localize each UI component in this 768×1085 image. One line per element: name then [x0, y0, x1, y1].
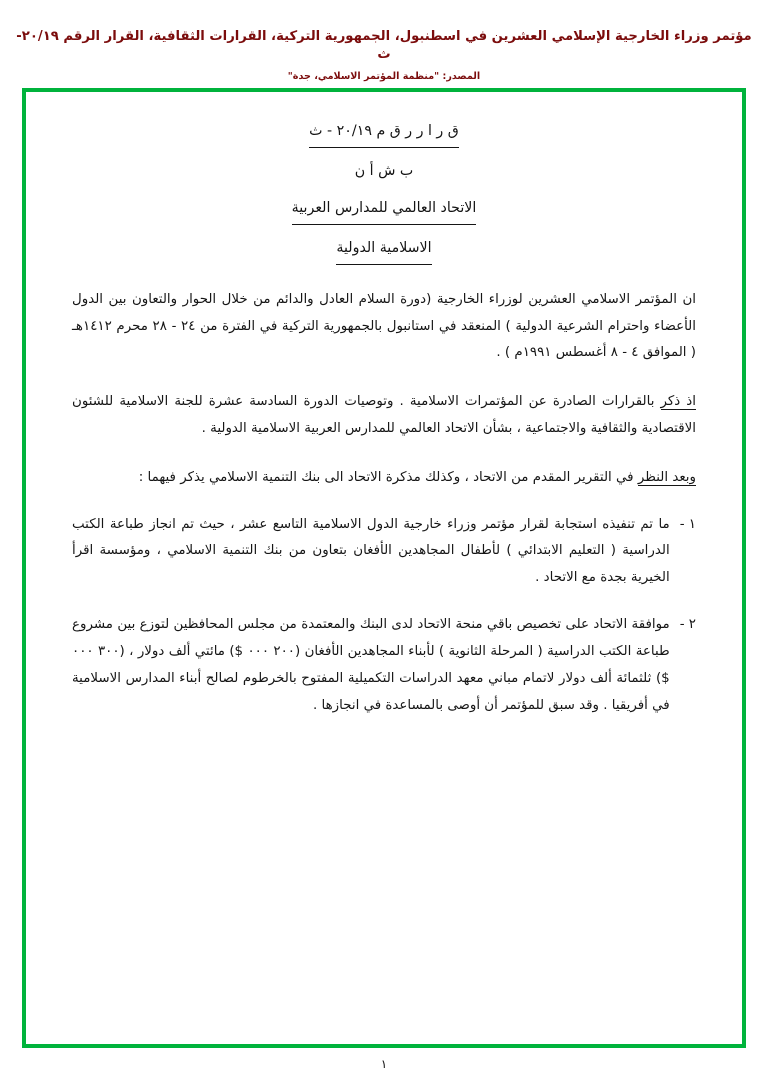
resolution-number: ق ر ا ر ر ق م ٢٠/١٩ - ث	[72, 118, 696, 148]
list-item-number: ١ -	[679, 516, 696, 532]
preamble-paragraph: ان المؤتمر الاسلامي العشرين لوزراء الخارجية (دورة السلام العادل والدائم من خلال الحوار والتعاون بين الدول الأعضاء واحترام الشرعية الدولية ) المنعقد في استانبول بالجمهورية التركية في الفترة من ٢٤ - ٢٨ محرم ١٤١٢هـ ( الموافق ٤ - ٨ أغسطس ١٩٩١م ) .	[72, 291, 696, 361]
list-item	[72, 512, 696, 592]
list-item	[72, 612, 696, 719]
list-item-number: ٢ -	[679, 617, 696, 633]
header-title: مؤتمر وزراء الخارجية الإسلامي العشرين في اسطنبول، الجمهورية التركية، القرارات الثقافية، القرار الرقم ٢٠/١٩-ث	[16, 29, 752, 62]
page-number: ١	[380, 1057, 388, 1071]
page-header	[0, 0, 768, 82]
about-label: ب ش أ ن	[354, 162, 414, 179]
recital-text: بالقرارات الصادرة عن المؤتمرات الاسلامية . وتوصيات الدورة السادسة عشرة للجنة الاسلامية للشئون الاقتصادية والثقافية والاجتماعية ، بشأن الاتحاد العالمي للمدارس العربية الاسلامية الدولية .	[72, 394, 696, 436]
recital-keyword: اذ ذكر	[660, 394, 696, 410]
consideration-paragraph	[72, 465, 696, 492]
subject-line-1: الاتحاد العالمي للمدارس العربية	[72, 195, 696, 225]
title-block	[72, 118, 696, 265]
document-body	[26, 92, 742, 1044]
consideration-text: في التقرير المقدم من الاتحاد ، وكذلك مذكرة الاتحاد الى بنك التنمية الاسلامي يذكر فيهما :	[138, 469, 634, 485]
document-frame	[22, 88, 746, 1048]
recital-paragraph	[72, 389, 696, 443]
consideration-keyword: وبعد النظر	[637, 469, 696, 485]
list-item-text: ما تم تنفيذه استجابة لقرار مؤتمر وزراء خارجية الدول الاسلامية التاسع عشر ، حيث تم انجاز طباعة الكتب الدراسية ( التعليم الابتدائي ) لأطفال المجاهدين الأفغان بتعاون من بنك التنمية الاسلامي ، ومؤسسة اقرأ الخيرية بجدة مع الاتحاد .	[72, 516, 670, 586]
list-item-text: موافقة الاتحاد على تخصيص باقي منحة الاتحاد لدى البنك والمعتمدة من مجلس المحافظين لتوزع بين مشروع طباعة الكتب الدراسية ( المرحلة الثانوية ) لأبناء المجاهدين الأفغان (٢٠٠ ٠٠٠ $) مائتي ألف دولار ، (٣٠٠ ٠٠٠ $) ثلثمائة ألف دولار لاتمام مباني معهد الدراسات التكميلية المفتوح بالخرطوم لصالح أبناء المدارس الاسلامية في أفريقيا . وقد سبق للمؤتمر أن أوصى بالمساعدة في انجازها .	[72, 617, 670, 713]
subject-line-2: الاسلامية الدولية	[72, 235, 696, 265]
header-source: المصدر: "منظمة المؤتمر الاسلامي، جدة"	[287, 70, 481, 82]
